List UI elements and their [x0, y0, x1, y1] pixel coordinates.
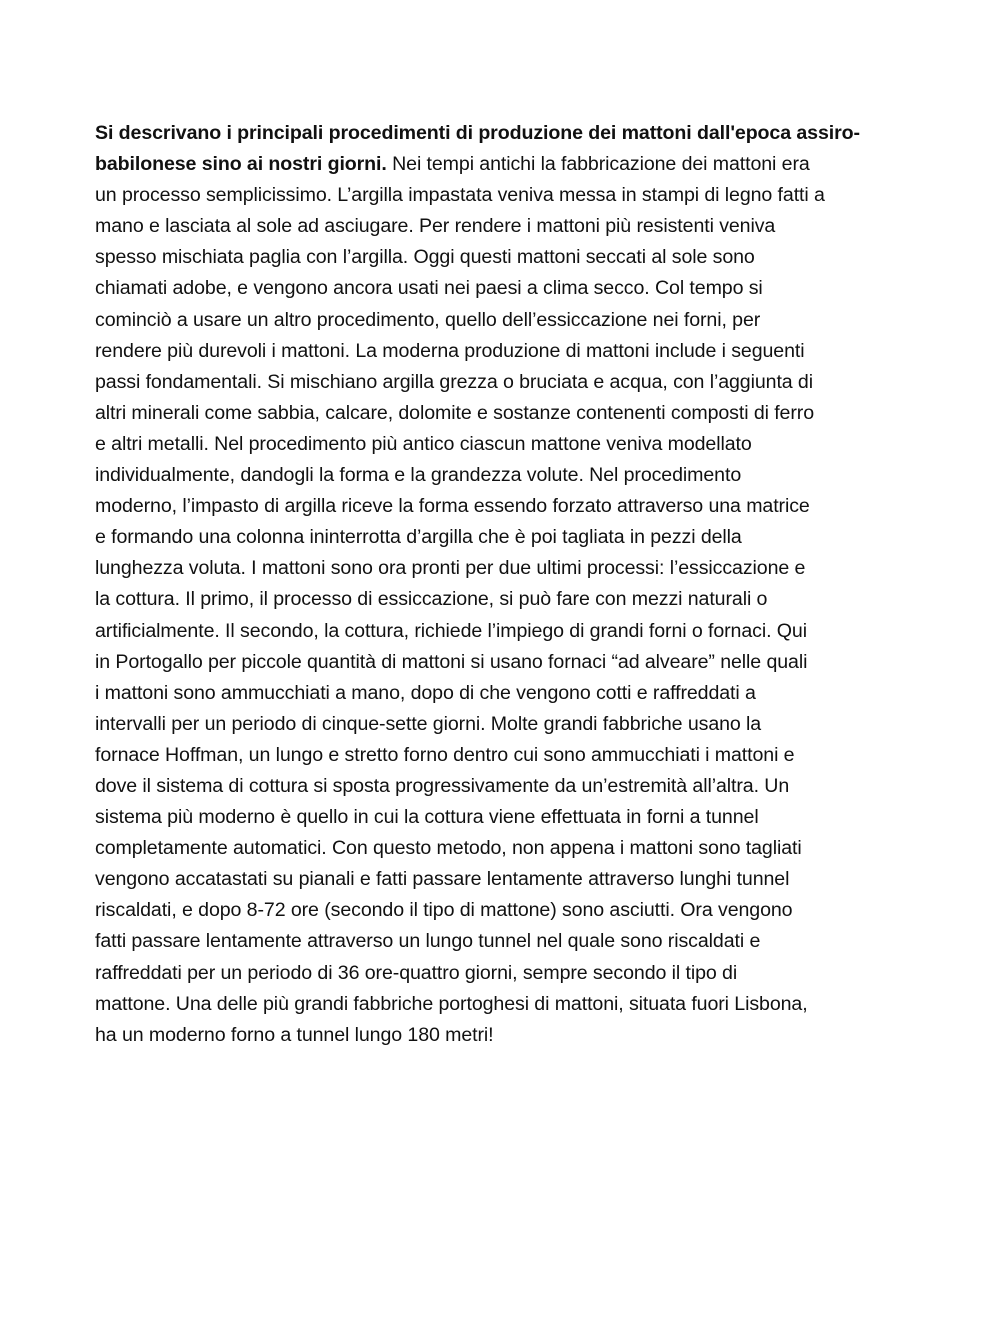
- text-line: vengono accatastati su pianali e fatti passare lentamente attraverso lunghi tunnel: [95, 868, 790, 891]
- text-line: raffreddati per un periodo di 36 ore-quattro giorni, sempre secondo il tipo di: [95, 961, 738, 984]
- text-line: riscaldati, e dopo 8-72 ore (secondo il tipo di mattone) sono asciutti. Ora vengono: [95, 899, 793, 922]
- question-line: Si descrivano i principali procedimenti di produzione dei mattoni dall'epoca assiro-: [95, 122, 860, 144]
- text-line: la cottura. Il primo, il processo di essiccazione, si può fare con mezzi naturali o: [95, 588, 768, 611]
- text-line: intervalli per un periodo di cinque-sette giorni. Molte grandi fabbriche usano la: [95, 712, 762, 735]
- text-line: e altri metalli. Nel procedimento più antico ciascun mattone veniva modellato: [95, 432, 752, 455]
- text-line: i mattoni sono ammucchiati a mano, dopo di che vengono cotti e raffreddati a: [95, 681, 756, 704]
- text-line: cominciò a usare un altro procedimento, quello dell’essiccazione nei forni, per: [95, 308, 761, 331]
- text-line: rendere più durevoli i mattoni. La moderna produzione di mattoni include i seguenti: [95, 339, 805, 362]
- text-line: artificialmente. Il secondo, la cottura, richiede l’impiego di grandi forni o fornaci. Qui: [95, 619, 807, 642]
- question-line-continued: [95, 149, 907, 180]
- text-line: passi fondamentali. Si mischiano argilla grezza o bruciata e acqua, con l’aggiunta di: [95, 370, 813, 393]
- text-line: individualmente, dandogli la forma e la grandezza volute. Nel procedimento: [95, 464, 742, 487]
- text-line: e formando una colonna ininterrotta d’argilla che è poi tagliata in pezzi della: [95, 526, 742, 549]
- text-line: spesso mischiata paglia con l’argilla. Oggi questi mattoni seccati al sole sono: [95, 246, 755, 269]
- answer-start: Nei tempi antichi la fabbricazione dei mattoni era: [386, 153, 810, 176]
- question-end: babilonese sino ai nostri giorni.: [95, 153, 387, 176]
- text-line: mattone. Una delle più grandi fabbriche portoghesi di mattoni, situata fuori Lisbona,: [95, 992, 808, 1015]
- text-line: altri minerali come sabbia, calcare, dolomite e sostanze contenenti composti di ferro: [95, 401, 814, 424]
- text-line: fatti passare lentamente attraverso un lungo tunnel nel quale sono riscaldati e: [95, 930, 761, 953]
- text-line: in Portogallo per piccole quantità di mattoni si usano fornaci “ad alveare” nelle quali: [95, 650, 808, 673]
- text-line: ha un moderno forno a tunnel lungo 180 metri!: [95, 1023, 494, 1046]
- text-line: chiamati adobe, e vengono ancora usati nei paesi a clima secco. Col tempo si: [95, 277, 763, 300]
- text-line: mano e lasciata al sole ad asciugare. Per rendere i mattoni più resistenti veniva: [95, 215, 776, 238]
- text-line: completamente automatici. Con questo metodo, non appena i mattoni sono tagliati: [95, 837, 802, 860]
- text-line: moderno, l’impasto di argilla riceve la forma essendo forzato attraverso una matrice: [95, 495, 810, 518]
- text-line: un processo semplicissimo. L’argilla impastata veniva messa in stampi di legno fatti a: [95, 184, 825, 207]
- text-line: fornace Hoffman, un lungo e stretto forno dentro cui sono ammucchiati i mattoni e: [95, 743, 795, 766]
- text-line: dove il sistema di cottura si sposta progressivamente da un’estremità all’altra. Un: [95, 774, 790, 797]
- text-line: lunghezza voluta. I mattoni sono ora pronti per due ultimi processi: l’essiccazione e: [95, 557, 806, 580]
- text-line: sistema più moderno è quello in cui la cottura viene effettuata in forni a tunnel: [95, 806, 759, 829]
- body-text: [95, 118, 907, 1051]
